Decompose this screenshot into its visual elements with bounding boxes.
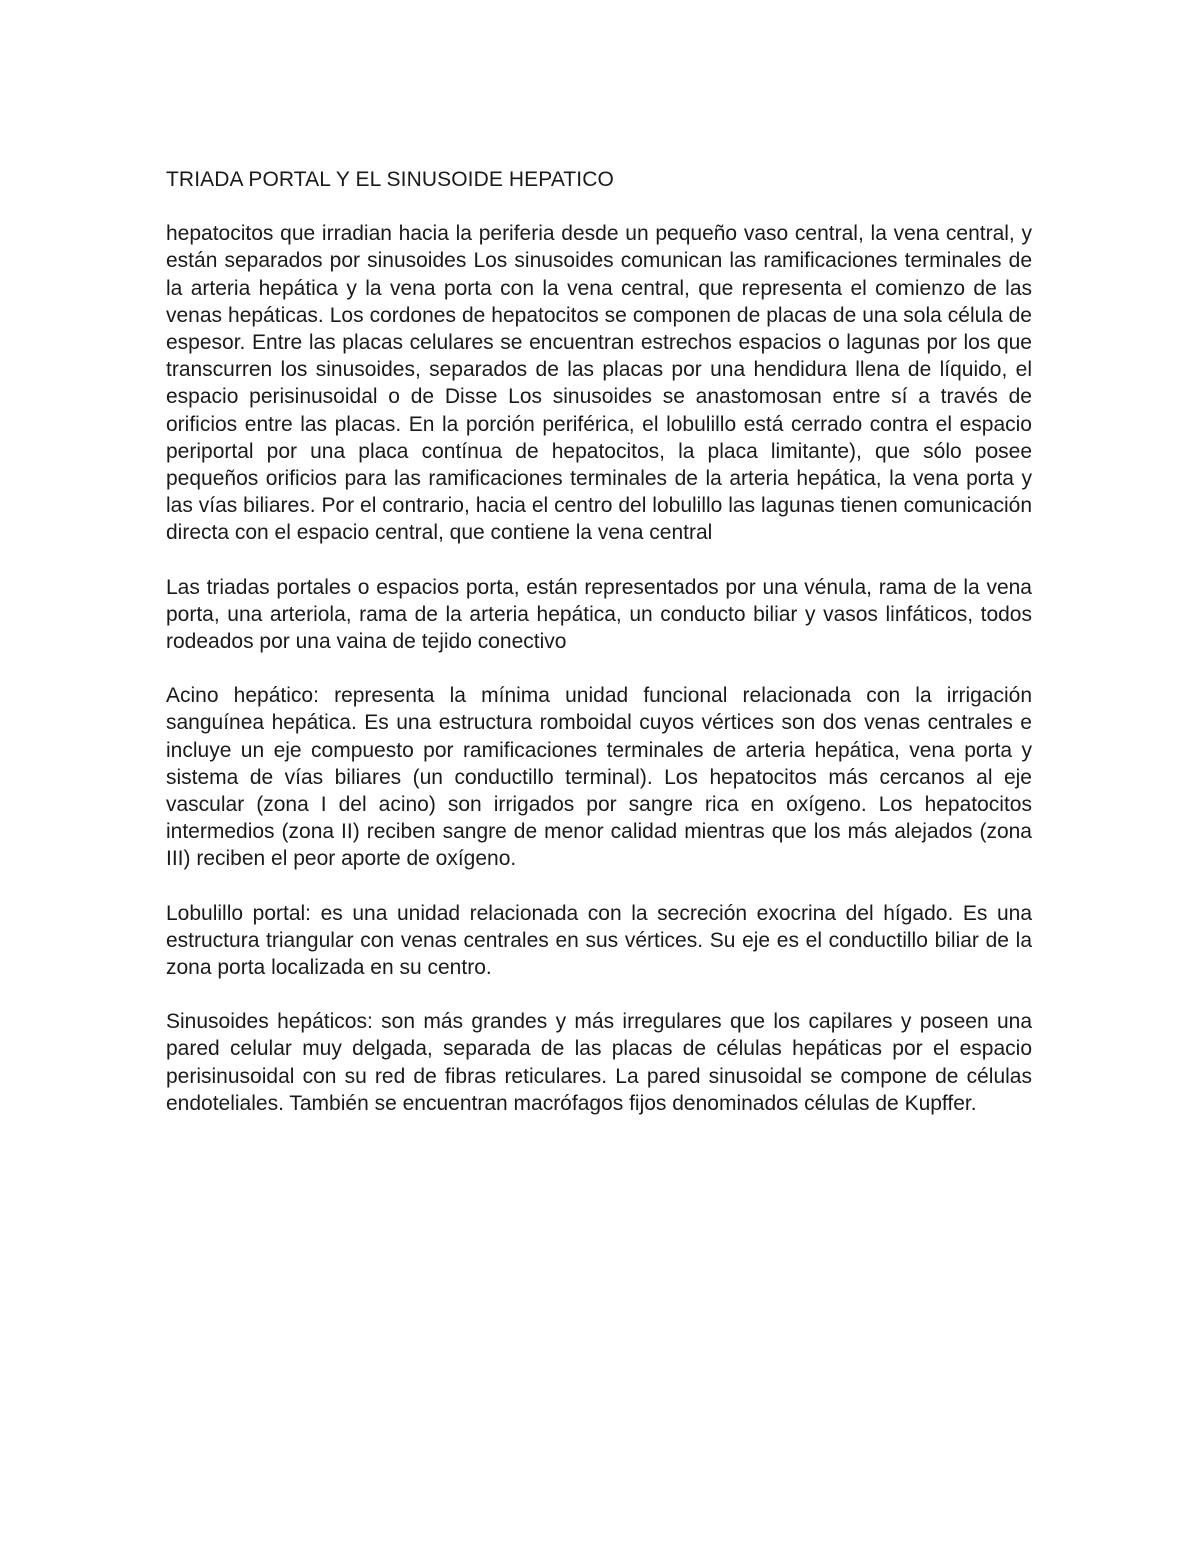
- paragraph-lobulillo-portal: Lobulillo portal: es una unidad relacionada con la secreción exocrina del hígado. Es una estructura triangular con venas centrales en sus vértices. Su eje es el conductillo biliar de la zona porta localizada en su centro.: [166, 901, 1032, 980]
- paragraph-acino-hepatico: Acino hepático: representa la mínima unidad funcional relacionada con la irrigación sanguínea hepática. Es una estructura romboidal cuyos vértices son dos venas centrales e incluye un eje compuesto por ramificaciones terminales de arteria hepática, vena porta y sistema de vías biliares (un conductillo terminal). Los hepatocitos más cercanos al eje vascular (zona I del acino) son irrigados por sangre rica en oxígeno. Los hepatocitos intermedios (zona II) reciben sangre de menor calidad mientras que los más alejados (zona III) reciben el peor aporte de oxígeno.: [166, 684, 1032, 871]
- paragraph-triadas-portales: Las triadas portales o espacios porta, están representados por una vénula, rama de la vena porta, una arteriola, rama de la arteria hepática, un conducto biliar y vasos linfáticos, todos rodeados por una vaina de tejido conectivo: [166, 575, 1032, 654]
- paragraph-sinusoides-hepaticos: Sinusoides hepáticos: son más grandes y más irregulares que los capilares y poseen una pared celular muy delgada, separada de las placas de células hepáticas por el espacio perisinusoidal con su red de fibras reticulares. La pared sinusoidal se compone de células endoteliales. También se encuentran macrófagos fijos denominados células de Kupffer.: [166, 1010, 1032, 1115]
- paragraph-hepatocitos: hepatocitos que irradian hacia la periferia desde un pequeño vaso central, la vena central, y están separados por sinusoides Los sinusoides comunican las ramificaciones terminales de la arteria hepática y la vena porta con la vena central, que representa el comienzo de las venas hepáticas. Los cordones de hepatocitos se componen de placas de una sola célula de espesor. Entre las placas celulares se encuentran estrechos espacios o lagunas por los que transcurren los sinusoides, separados de las placas por una hendidura llena de líquido, el espacio perisinusoidal o de Disse Los sinusoides se anastomosan entre sí a través de orificios entre las placas. En la porción periférica, el lobulillo está cerrado contra el espacio periportal por una placa contínua de hepatocitos, la placa limitante), que sólo posee pequeños orificios para las ramificaciones terminales de la arteria hepática, la vena porta y las vías biliares. Por el contrario, hacia el centro del lobulillo las lagunas tienen comunicación directa con el espacio central, que contiene la vena central: [166, 222, 1032, 545]
- document-title: TRIADA PORTAL Y EL SINUSOIDE HEPATICO: [166, 168, 614, 191]
- document-body: [166, 166, 1032, 1117]
